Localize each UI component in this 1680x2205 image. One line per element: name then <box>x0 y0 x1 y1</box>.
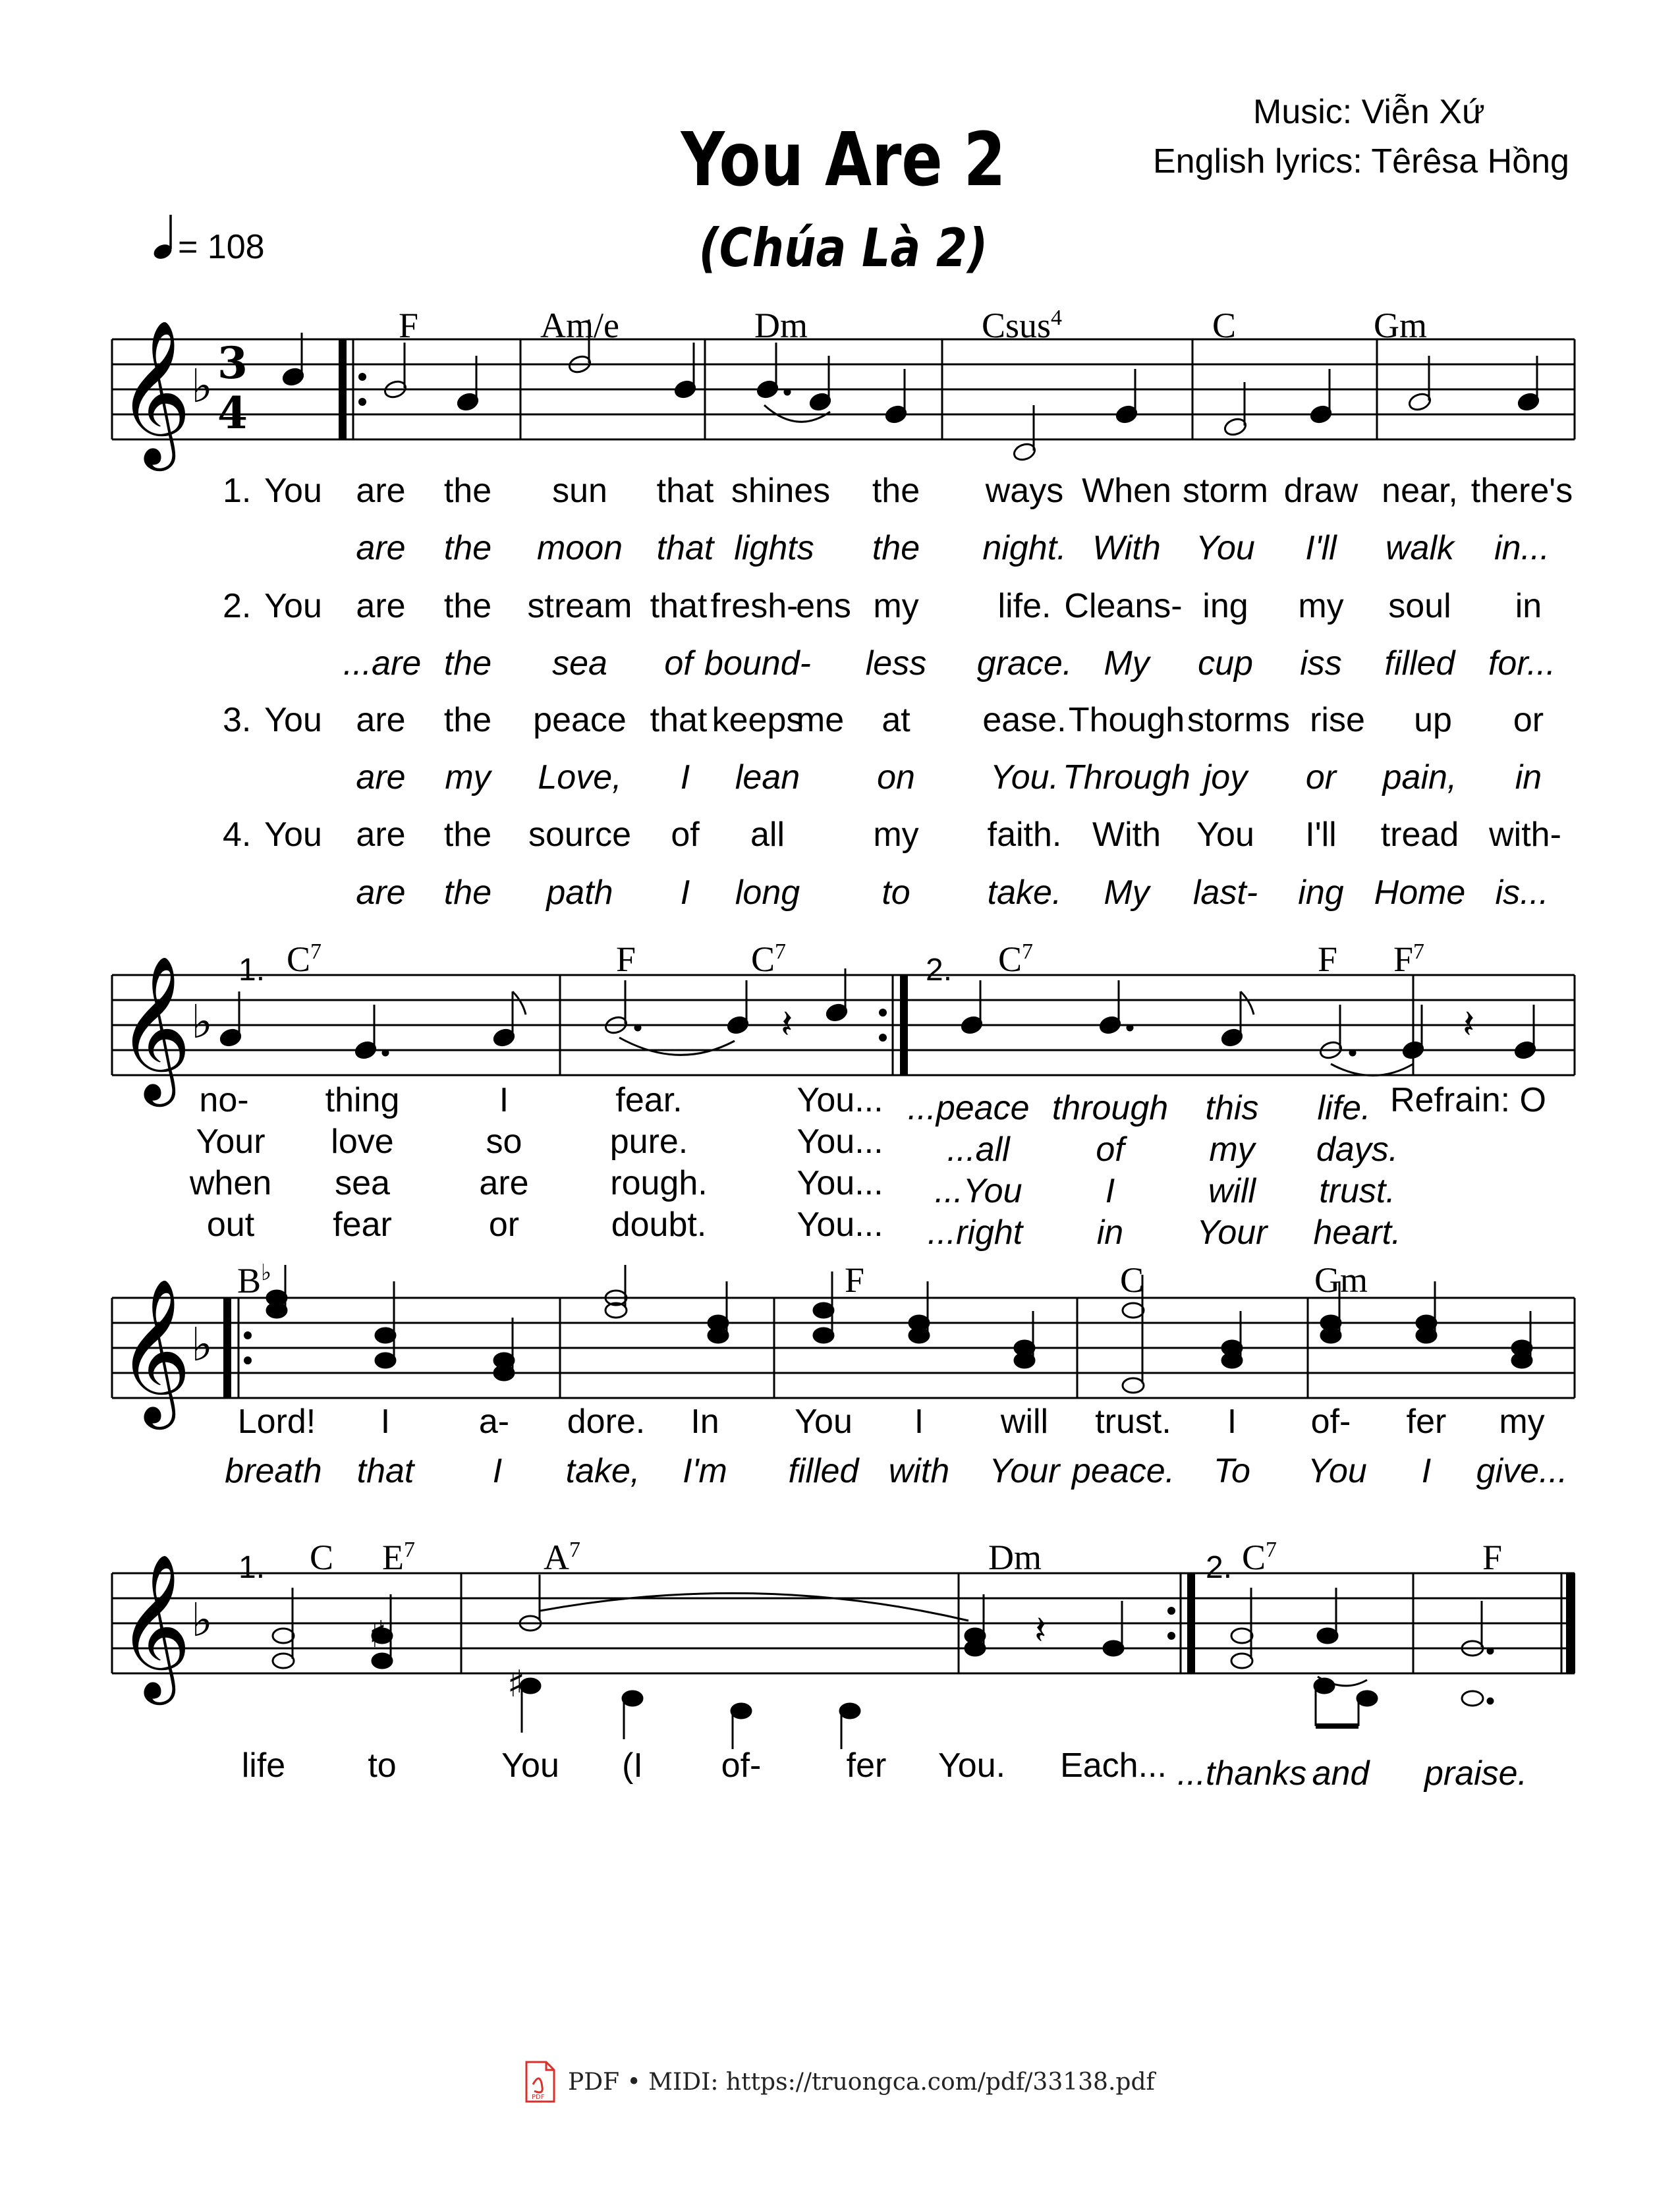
chord-dm: Dm <box>754 306 808 345</box>
lyric: soul <box>1388 587 1451 625</box>
lyric: I'll <box>1305 816 1337 854</box>
lyric: Though <box>1068 701 1185 739</box>
lyric: the <box>443 472 492 510</box>
lyric: is... <box>1495 874 1549 912</box>
lyric: joy <box>1203 758 1248 796</box>
lyric: on <box>877 758 915 796</box>
lyric: You <box>264 701 322 739</box>
lyric: sea <box>552 644 607 683</box>
verse-number: 2. <box>223 587 252 625</box>
lyric: You... <box>797 1123 883 1161</box>
lyric: ...are <box>343 644 422 683</box>
svg-text:3: 3 <box>217 337 248 389</box>
lyric: a- <box>478 1403 510 1441</box>
lyric: moon <box>536 529 623 567</box>
pdf-file-icon[interactable] <box>524 2061 557 2104</box>
lyric: love <box>331 1123 394 1161</box>
lyric: of <box>1096 1130 1125 1169</box>
lyric: You <box>264 472 322 510</box>
lyric: long <box>735 874 800 912</box>
chord-c: C <box>1212 306 1237 345</box>
svg-text:𝄞: 𝄞 <box>117 1553 192 1698</box>
lyric: faith. <box>987 816 1062 854</box>
lyric: In <box>690 1403 719 1441</box>
lyric: You <box>501 1746 559 1785</box>
lyric: thing <box>325 1081 400 1119</box>
svg-text:♭: ♭ <box>191 359 213 413</box>
lyric: I <box>499 1081 509 1119</box>
svg-text:𝄞: 𝄞 <box>117 1277 192 1423</box>
chord-f: F <box>616 939 636 979</box>
lyric: with- <box>1489 816 1561 854</box>
ending-1-label: 1. <box>238 953 266 988</box>
lyric: filled <box>1384 644 1455 683</box>
lyric: I <box>380 1403 391 1441</box>
lyric: I <box>680 874 690 912</box>
svg-text:♭: ♭ <box>191 995 213 1049</box>
lyric: breath <box>225 1452 322 1490</box>
lyric: path <box>546 874 613 912</box>
chord-am-e: Am/e <box>540 306 619 345</box>
lyric: ...all <box>947 1130 1010 1169</box>
lyric: through <box>1051 1089 1169 1127</box>
lyric: life <box>241 1746 286 1785</box>
lyric: when <box>189 1164 272 1202</box>
lyric: to <box>882 874 910 912</box>
lyric: that <box>650 701 708 739</box>
lyric: of- <box>721 1746 762 1785</box>
lyric: peace. <box>1071 1452 1175 1490</box>
chord-c7: $C^7$ <box>998 939 1034 979</box>
lyric: trust. <box>1319 1172 1395 1210</box>
lyric: ways <box>985 472 1064 510</box>
lyric: dore. <box>567 1403 646 1441</box>
chord-e7: $E^7$ <box>382 1538 415 1577</box>
refrain-label: Refrain: O <box>1390 1081 1546 1119</box>
lyric: my <box>873 816 919 854</box>
lyric: lights <box>734 529 814 567</box>
chord-c7: $C^7$ <box>287 939 322 979</box>
ending-1-label: 1. <box>238 1550 266 1585</box>
lyric: near, <box>1382 472 1458 510</box>
chord-c7: $C^7$ <box>1242 1538 1277 1577</box>
lyric: are <box>356 472 406 510</box>
lyric: You... <box>797 1164 883 1202</box>
lyric: that <box>650 587 708 625</box>
svg-text:PDF: PDF <box>532 2094 545 2101</box>
lyric: You <box>1196 529 1255 567</box>
lyric: Through <box>1063 758 1190 796</box>
lyric: or <box>488 1206 520 1244</box>
lyric: fer <box>1406 1403 1447 1441</box>
verse-number: 4. <box>223 816 252 854</box>
lyric: that <box>656 472 714 510</box>
lyric: Your <box>1196 1214 1268 1252</box>
lyric: in... <box>1494 529 1550 567</box>
lyric: take. <box>987 874 1062 912</box>
lyric: I <box>1105 1172 1115 1210</box>
chord-c7: $C^7$ <box>751 939 787 979</box>
lyric: sea <box>335 1164 390 1202</box>
lyric: Home <box>1374 874 1466 912</box>
lyric: praise. <box>1424 1754 1528 1793</box>
lyric: will <box>1208 1172 1256 1210</box>
lyric: days. <box>1316 1130 1399 1169</box>
chord-f: F <box>845 1260 865 1300</box>
lyric: walk <box>1385 529 1455 567</box>
lyric: of- <box>1310 1403 1351 1441</box>
lyric: My <box>1104 874 1150 912</box>
lyric: storm <box>1183 472 1268 510</box>
footer-link[interactable]: PDF • MIDI: https://truongca.com/pdf/33138.pdf <box>568 2069 1155 2096</box>
lyric: for... <box>1488 644 1556 683</box>
ending-2-label: 2. <box>1206 1550 1233 1585</box>
lyric: to <box>368 1746 397 1785</box>
music-credit: Music: Viễn Xứ <box>1253 93 1485 131</box>
lyric: my <box>873 587 919 625</box>
lyric: peace <box>533 701 627 739</box>
lyric: I'm <box>683 1452 727 1490</box>
lyric: I <box>492 1452 503 1490</box>
lyric: I <box>680 758 690 796</box>
lyric: my <box>1499 1403 1545 1441</box>
lyric: the <box>443 644 492 683</box>
chord-f: F <box>1482 1538 1503 1577</box>
lyric: last- <box>1192 874 1258 912</box>
lyric: draw <box>1283 472 1358 510</box>
lyric: You... <box>797 1081 883 1119</box>
lyric: Cleans- <box>1064 587 1183 625</box>
chord-f: F <box>1318 939 1338 979</box>
lyric: are <box>356 758 406 796</box>
lyric: tread <box>1380 816 1459 854</box>
tempo-marking: = 108 <box>178 228 265 266</box>
verse-number: 1. <box>223 472 252 510</box>
lyric: that <box>356 1452 414 1490</box>
song-title: You Are 2 <box>681 117 1006 203</box>
lyric: ...right <box>927 1214 1023 1252</box>
lyric: doubt. <box>611 1206 707 1244</box>
lyric: You <box>264 587 322 625</box>
lyric: no- <box>199 1081 249 1119</box>
lyric: I <box>914 1403 924 1441</box>
lyric: the <box>443 587 492 625</box>
lyric: that <box>656 529 714 567</box>
lyric: all <box>750 816 785 854</box>
lyric: grace. <box>976 644 1073 683</box>
chord-a7: $A^7$ <box>544 1538 580 1577</box>
lyric: are <box>356 816 406 854</box>
lyric: Lord! <box>237 1403 316 1441</box>
lyric: the <box>872 529 920 567</box>
svg-text:♯: ♯ <box>507 1663 526 1706</box>
svg-text:♯: ♯ <box>369 1613 387 1656</box>
lyric: pain, <box>1382 758 1457 796</box>
lyric: I <box>1421 1452 1432 1490</box>
lyric: Your <box>989 1452 1060 1490</box>
song-subtitle: (Chúa Là 2) <box>698 217 988 279</box>
lyric: You <box>1196 816 1254 854</box>
lyric: ing <box>1202 587 1248 625</box>
lyric: fresh- <box>710 587 798 625</box>
lyric: Your <box>196 1123 266 1161</box>
chord-f7: $F^7$ <box>1393 939 1425 979</box>
svg-text:♭: ♭ <box>191 1318 213 1372</box>
lyric: fer <box>846 1746 887 1785</box>
lyric: You. <box>990 758 1059 796</box>
lyric: With <box>1092 816 1161 854</box>
lyric: You <box>264 816 322 854</box>
chord-dm: Dm <box>988 1538 1042 1577</box>
chord-b-flat: B♭ <box>237 1261 272 1300</box>
lyric: fear <box>333 1206 392 1244</box>
lyric: less <box>865 644 927 683</box>
lyric: To <box>1214 1452 1250 1490</box>
lyric: source <box>528 816 632 854</box>
chord-f: F <box>399 306 419 345</box>
lyric: so <box>486 1123 522 1161</box>
svg-text:4: 4 <box>217 387 248 439</box>
lyric: ing <box>1298 874 1344 912</box>
svg-text:𝄞: 𝄞 <box>117 955 192 1100</box>
lyric: are <box>356 874 406 912</box>
lyric: cup <box>1198 644 1253 683</box>
lyric: or <box>1305 758 1337 796</box>
lyric: my <box>1298 587 1344 625</box>
lyric: me <box>796 701 845 739</box>
lyric: You <box>795 1403 853 1441</box>
lyric: rise <box>1310 701 1365 739</box>
lyric: filled <box>788 1452 859 1490</box>
lyric: night. <box>982 529 1067 567</box>
svg-text:♭: ♭ <box>191 1593 213 1647</box>
lyric: the <box>443 874 492 912</box>
lyric: take, <box>565 1452 640 1490</box>
ending-2-label: 2. <box>926 953 953 988</box>
lyric: in <box>1515 587 1542 625</box>
lyric: bound- <box>704 644 811 683</box>
lyric: my <box>1209 1130 1255 1169</box>
lyric: the <box>443 701 492 739</box>
verse-number: 3. <box>223 701 252 739</box>
lyric: the <box>443 816 492 854</box>
lyric: I'll <box>1305 529 1337 567</box>
lyric: this <box>1205 1089 1259 1127</box>
lyric: or <box>1513 701 1544 739</box>
lyric: the <box>872 472 920 510</box>
lyric: are <box>356 529 406 567</box>
lyric: Love, <box>538 758 622 796</box>
lyric: With <box>1092 529 1161 567</box>
lyric: You <box>1308 1452 1367 1490</box>
lyric: fear. <box>615 1081 683 1119</box>
lyrics-credit: English lyrics: Têrêsa Hồng <box>1153 142 1569 181</box>
lyric: You... <box>797 1206 883 1244</box>
lyric: ...peace <box>907 1089 1030 1127</box>
lyric: I <box>1227 1403 1237 1441</box>
svg-text:𝄽: 𝄽 <box>1463 1001 1475 1047</box>
lyric: of <box>671 816 700 854</box>
svg-text:𝄽: 𝄽 <box>781 1001 793 1047</box>
lyric: give... <box>1476 1452 1568 1490</box>
lyric: my <box>445 758 491 796</box>
lyric: in <box>1096 1214 1124 1252</box>
lyric: at <box>882 701 910 739</box>
lyric: life. <box>997 587 1051 625</box>
lyric: ...You <box>934 1172 1022 1210</box>
lyric: will <box>1000 1403 1049 1441</box>
lyric: there's <box>1470 472 1573 510</box>
lyric: up <box>1414 701 1452 739</box>
chord-csus4: Csus$^4$ <box>982 306 1063 345</box>
lyric: ens <box>796 587 851 625</box>
lyric: and <box>1312 1754 1370 1793</box>
lyric: heart. <box>1313 1214 1401 1252</box>
lyric: shines <box>731 472 831 510</box>
svg-text:𝄞: 𝄞 <box>117 319 192 464</box>
lyric: storms <box>1187 701 1290 739</box>
svg-text:𝄽: 𝄽 <box>1034 1607 1047 1654</box>
lyric: My <box>1104 644 1150 683</box>
chord-gm: Gm <box>1314 1260 1368 1300</box>
lyric: ...thanks <box>1177 1754 1307 1793</box>
lyric: trust. <box>1095 1403 1171 1441</box>
chord-c: C <box>1120 1260 1144 1300</box>
lyric: stream <box>527 587 632 625</box>
lyric: with <box>888 1452 950 1490</box>
lyric: ease. <box>982 701 1067 739</box>
lyric: keeps <box>712 701 804 739</box>
lyric: life. <box>1317 1089 1371 1127</box>
lyric: in <box>1515 758 1542 796</box>
lyric: When <box>1082 472 1171 510</box>
lyric: rough. <box>610 1164 708 1202</box>
lyric: the <box>443 529 492 567</box>
chord-gm: Gm <box>1374 306 1427 345</box>
lyric: You. <box>938 1746 1006 1785</box>
lyric: sun <box>552 472 607 510</box>
lyric: out <box>206 1206 255 1244</box>
lyric: of <box>664 644 693 683</box>
chord-c: C <box>310 1538 334 1577</box>
lyric: are <box>356 701 406 739</box>
lyric: Each... <box>1060 1746 1167 1785</box>
lyric: pure. <box>609 1123 688 1161</box>
lyric: are <box>479 1164 529 1202</box>
lyric: (I <box>622 1746 643 1785</box>
lyric: lean <box>735 758 800 796</box>
lyric: iss <box>1300 644 1342 683</box>
lyric: are <box>356 587 406 625</box>
